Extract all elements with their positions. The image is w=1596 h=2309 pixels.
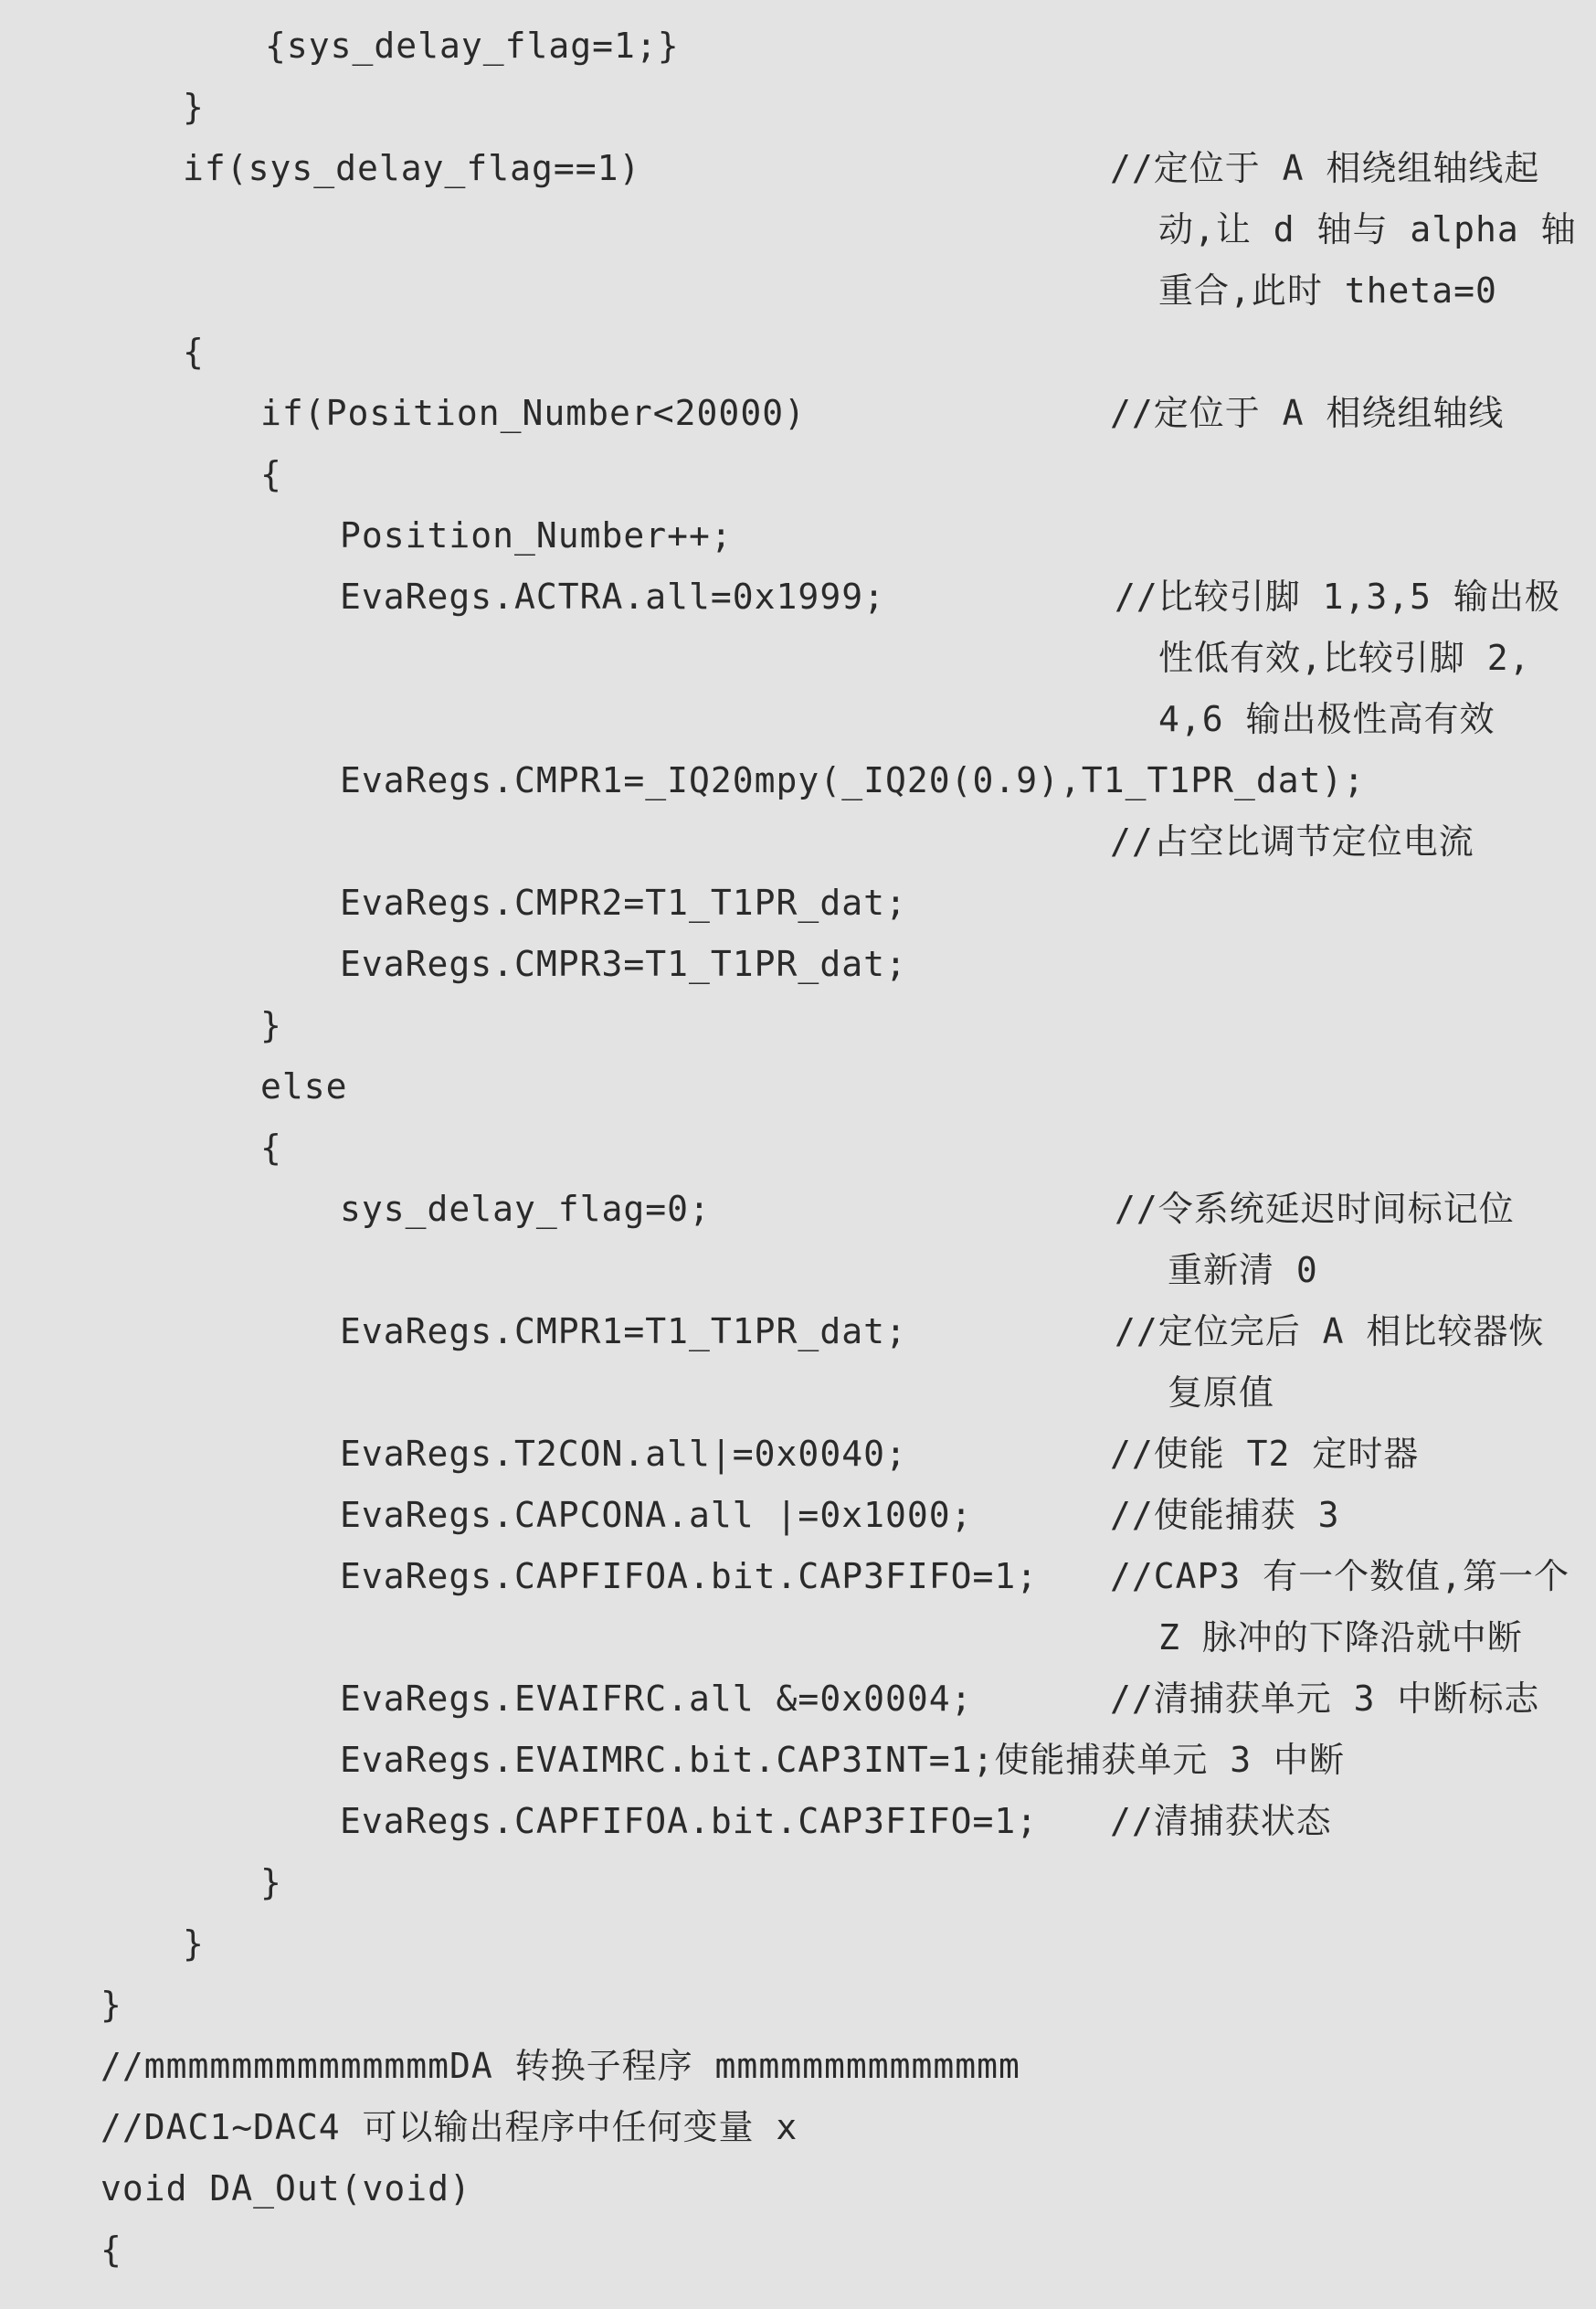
- code-line: else: [260, 1066, 348, 1107]
- code-line: EvaRegs.CMPR1=T1_T1PR_dat;: [340, 1311, 907, 1351]
- code-comment: //定位于 A 相绕组轴线: [1110, 393, 1505, 433]
- code-line: EvaRegs.EVAIFRC.all &=0x0004;: [340, 1679, 973, 1719]
- code-line: EvaRegs.CMPR1=_IQ20mpy(_IQ20(0.9),T1_T1PR_dat);: [340, 760, 1366, 800]
- code-line: EvaRegs.CAPCONA.all |=0x1000;: [340, 1495, 973, 1535]
- code-comment: 性低有效,比较引脚 2,: [1158, 638, 1531, 678]
- code-line: EvaRegs.EVAIMRC.bit.CAP3INT=1;使能捕获单元 3 中断: [340, 1740, 1345, 1780]
- code-comment: //定位于 A 相绕组轴线起: [1110, 148, 1540, 188]
- code-comment: //清捕获单元 3 中断标志: [1110, 1679, 1540, 1719]
- code-line: void DA_Out(void): [100, 2168, 471, 2208]
- code-comment: //占空比调节定位电流: [1110, 821, 1474, 862]
- code-comment: 重新清 0: [1168, 1250, 1318, 1290]
- code-line: EvaRegs.CMPR3=T1_T1PR_dat;: [340, 944, 907, 984]
- code-comment: 4,6 输出极性高有效: [1158, 699, 1496, 739]
- code-line: Position_Number++;: [340, 515, 733, 556]
- code-line: }: [260, 1005, 282, 1045]
- code-line: //mmmmmmmmmmmmmmDA 转换子程序 mmmmmmmmmmmmmm: [100, 2046, 1020, 2086]
- code-line: }: [100, 1985, 122, 2025]
- code-comment: //使能 T2 定时器: [1110, 1434, 1420, 1474]
- code-line: {sys_delay_flag=1;}: [265, 26, 680, 66]
- code-line: EvaRegs.T2CON.all|=0x0040;: [340, 1434, 907, 1474]
- code-comment: //令系统延迟时间标记位: [1115, 1189, 1515, 1229]
- code-comment: 复原值: [1168, 1372, 1275, 1413]
- code-line: if(sys_delay_flag==1): [183, 148, 641, 188]
- code-line: }: [183, 1923, 205, 1964]
- code-line: EvaRegs.ACTRA.all=0x1999;: [340, 577, 885, 617]
- code-line: {: [260, 1128, 282, 1168]
- code-line: EvaRegs.CAPFIFOA.bit.CAP3FIFO=1;: [340, 1801, 1039, 1841]
- code-line: EvaRegs.CMPR2=T1_T1PR_dat;: [340, 883, 907, 923]
- code-line: sys_delay_flag=0;: [340, 1189, 711, 1229]
- code-comment: //使能捕获 3: [1110, 1495, 1340, 1535]
- code-comment: //比较引脚 1,3,5 输出极: [1115, 577, 1560, 617]
- code-line: if(Position_Number<20000): [260, 393, 806, 433]
- code-comment: Z 脉冲的下降沿就中断: [1158, 1617, 1523, 1658]
- code-comment: //CAP3 有一个数值,第一个: [1110, 1556, 1570, 1596]
- code-line: }: [183, 87, 205, 127]
- code-line: //DAC1~DAC4 可以输出程序中任何变量 x: [100, 2107, 798, 2147]
- code-comment: //清捕获状态: [1110, 1801, 1332, 1841]
- code-line: {: [260, 454, 282, 494]
- code-line: {: [183, 332, 205, 372]
- code-line: {: [100, 2230, 122, 2270]
- code-line: }: [260, 1862, 282, 1902]
- code-comment: //定位完后 A 相比较器恢: [1115, 1311, 1545, 1351]
- code-comment: 动,让 d 轴与 alpha 轴: [1158, 209, 1577, 249]
- code-comment: 重合,此时 theta=0: [1158, 270, 1497, 311]
- code-line: EvaRegs.CAPFIFOA.bit.CAP3FIFO=1;: [340, 1556, 1039, 1596]
